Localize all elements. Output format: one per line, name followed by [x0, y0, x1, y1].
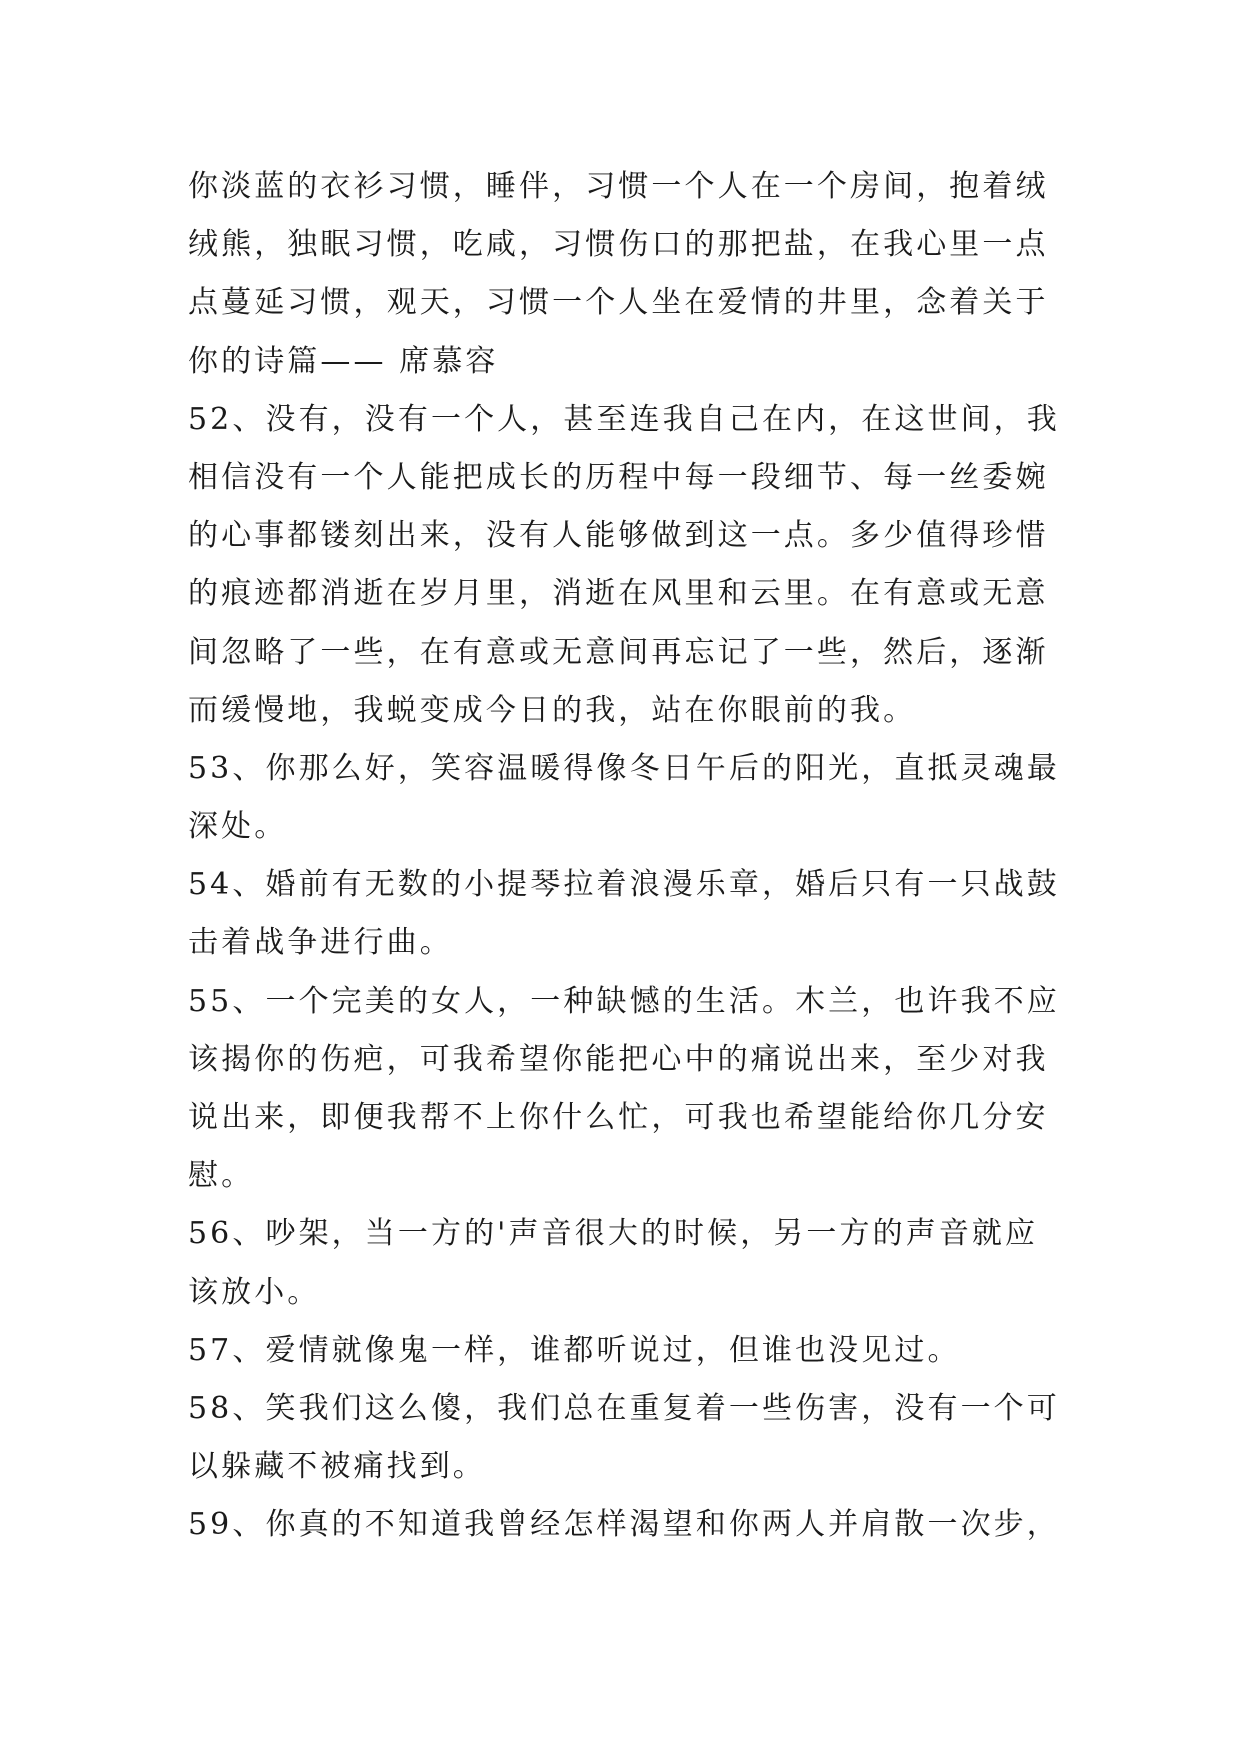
text-line: 54、婚前有无数的小提琴拉着浪漫乐章，婚后只有一只战鼓: [188, 867, 1060, 903]
text-line: 绒熊，独眠习惯，吃咸，习惯伤口的那把盐，在我心里一点: [188, 227, 1049, 263]
text-line: 点蔓延习惯，观天，习惯一个人坐在爱情的井里，念着关于: [188, 285, 1049, 321]
text-line: 间忽略了一些，在有意或无意间再忘记了一些，然后，逐渐: [188, 634, 1049, 670]
text-line: 以躲藏不被痛找到。: [188, 1449, 486, 1485]
text-line: 59、你真的不知道我曾经怎样渴望和你两人并肩散一次步，: [188, 1507, 1060, 1543]
text-line: 而缓慢地，我蜕变成今日的我，站在你眼前的我。: [188, 692, 917, 728]
text-line: 说出来，即便我帮不上你什么忙，可我也希望能给你几分安: [188, 1100, 1049, 1135]
text-line: 相信没有一个人能把成长的历程中每一段细节、每一丝委婉: [188, 459, 1049, 495]
text-line: 你的诗篇—— 席慕容: [188, 343, 499, 379]
text-line: 该揭你的伤疤，可我希望你能把心中的痛说出来，至少对我: [188, 1041, 1049, 1077]
text-line: 该放小。: [188, 1274, 321, 1310]
text-line: 52、没有，没有一个人，甚至连我自己在内，在这世间，我: [188, 401, 1060, 437]
text-line: 的痕迹都消逝在岁月里，消逝在风里和云里。在有意或无意: [188, 576, 1049, 612]
text-line: 58、笑我们这么傻，我们总在重复着一些伤害，没有一个可: [188, 1390, 1060, 1426]
text-line: 57、爱情就像鬼一样，谁都听说过，但谁也没见过。: [188, 1332, 961, 1368]
text-line: 击着战争进行曲。: [188, 925, 453, 961]
body-text: [188, 158, 1068, 1555]
text-line: 56、吵架，当一方的'声音很大的时候，另一方的声音就应: [188, 1216, 1039, 1252]
text-line: 你淡蓝的衣衫习惯，睡伴，习惯一个人在一个房间，抱着绒: [188, 169, 1049, 204]
text-line: 深处。: [188, 809, 288, 845]
text-line: 慰。: [188, 1158, 255, 1194]
text-line: 的心事都镂刻出来，没有人能够做到这一点。多少值得珍惜: [188, 518, 1049, 554]
text-line: 55、一个完美的女人，一种缺憾的生活。木兰，也许我不应: [188, 983, 1060, 1019]
text-line: 53、你那么好，笑容温暖得像冬日午后的阳光，直抵灵魂最: [188, 750, 1060, 786]
